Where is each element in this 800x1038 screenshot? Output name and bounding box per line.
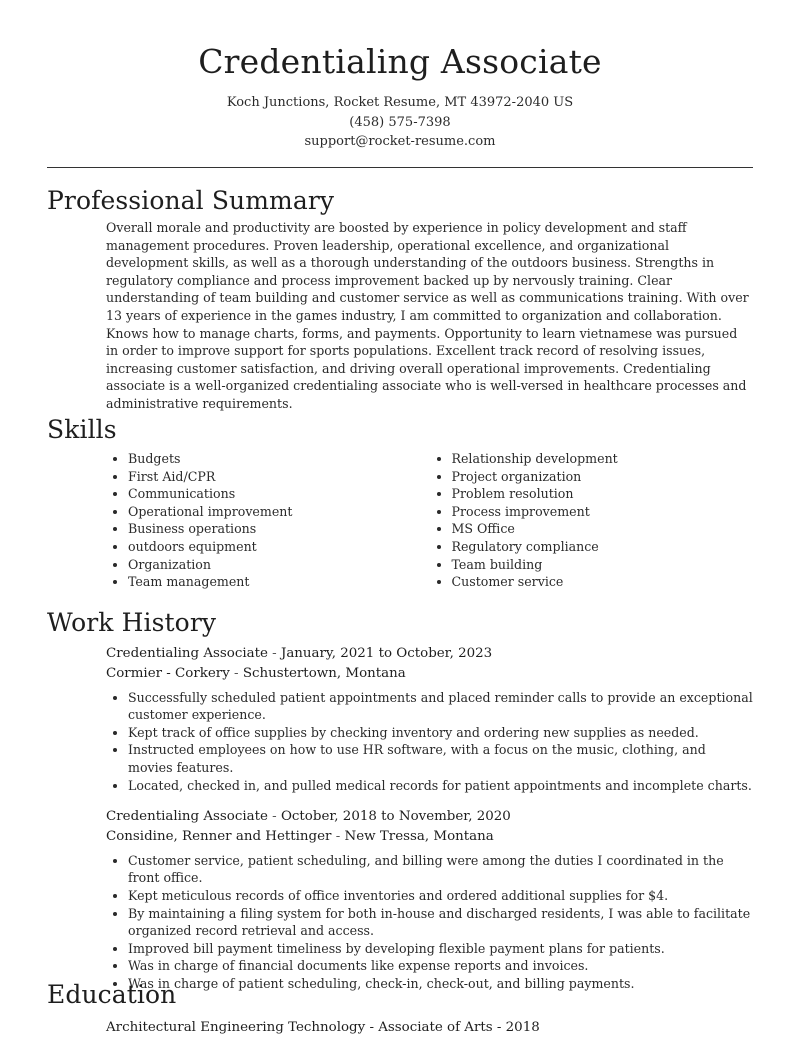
job-bullet: • Customer service, patient scheduling, and billing were among the duties I coordinated in the front office.: [128, 852, 753, 887]
job-company-line: [106, 827, 753, 847]
skill-item: • Operational improvement: [128, 503, 430, 521]
job-bullet: • Kept track of office supplies by checking inventory and ordering new supplies as needed.: [128, 724, 753, 742]
job-bullet: • Was in charge of patient scheduling, check-in, check-out, and billing payments.: [128, 975, 753, 993]
education-heading: Education: [47, 980, 177, 1009]
job-bullet: • Was in charge of financial documents like expense reports and invoices.: [128, 957, 753, 975]
job-bullet: • Improved bill payment timeliness by developing flexible payment plans for patients.: [128, 940, 753, 958]
job-company-line: [106, 664, 753, 684]
skill-item: • MS Office: [452, 520, 754, 538]
separator: -: [267, 809, 281, 825]
skill-item: • Process improvement: [452, 503, 754, 521]
skill-item: • Team building: [452, 556, 754, 574]
job-bullet: • Successfully scheduled patient appointments and placed reminder calls to provide an exceptional customer experience.: [128, 689, 753, 724]
skill-item: • Project organization: [452, 468, 754, 486]
summary-text: Overall morale and productivity are boosted by experience in policy development and staff management procedures. Proven leadership, operational excellence, and organizational development skills, as well as a thorough understanding of the outdoors business. Strengths in regulatory compliance and process improvement backed up by nervously training. Clear understanding of team building and customer service as well as communications training. With over 13 years of experience in the games industry, I am committed to organization and collaboration. Knows how to manage charts, forms, and payments. Opportunity to learn vietnamese was pursued in order to improve support for sports populations. Excellent track record of resolving issues, increasing customer satisfaction, and driving overall operational improvements. Credentialing associate is a well-organized credentialing associate who is well-versed in healthcare processes and administrative requirements.: [106, 220, 749, 411]
job-dates: January, 2021 to October, 2023: [280, 646, 493, 661]
skill-item: • Regulatory compliance: [452, 538, 754, 556]
job-bullet: • By maintaining a filing system for both in-house and discharged residents, I was able to facilitate organized record retrieval and access.: [128, 905, 753, 940]
job-dates: October, 2018 to November, 2020: [280, 809, 511, 825]
separator: -: [229, 665, 243, 681]
skill-item: • Relationship development: [452, 450, 754, 468]
skill-item: • Team management: [128, 573, 430, 591]
job-location: New Tressa, Montana: [344, 828, 494, 844]
contact-phone: (458) 575-7398: [349, 114, 451, 130]
work-heading: Work History: [47, 608, 217, 637]
job-title-line: [106, 644, 753, 664]
job-entry: [106, 644, 753, 794]
education-section: [47, 980, 753, 1038]
job-title: Credentialing Associate: [106, 646, 268, 661]
skill-item: • Problem resolution: [452, 485, 754, 503]
job-bullet: • Instructed employees on how to use HR software, with a focus on the music, clothing, and movies features.: [128, 741, 753, 776]
skills-heading: Skills: [47, 415, 117, 444]
job-company: Considine, Renner and Hettinger: [106, 828, 332, 844]
job-entry: [106, 807, 753, 992]
job-company: Cormier - Corkery: [106, 665, 230, 681]
summary-heading: Professional Summary: [47, 186, 335, 215]
skill-item: • Customer service: [452, 573, 754, 591]
candidate-name: Credentialing Associate: [198, 42, 602, 81]
skill-item: • Communications: [128, 485, 430, 503]
contact-email: support@rocket-resume.com: [304, 134, 496, 149]
skill-item: • First Aid/CPR: [128, 468, 430, 486]
job-bullets: [106, 852, 753, 993]
job-title-line: [106, 807, 753, 827]
contact-address: Koch Junctions, Rocket Resume, MT 43972-2040 US: [226, 95, 574, 110]
job-bullet: • Kept meticulous records of office inventories and ordered additional supplies for $4.: [128, 887, 753, 905]
job-location: Schustertown, Montana: [242, 665, 406, 681]
skill-item: • Business operations: [128, 520, 430, 538]
separator: -: [267, 646, 281, 661]
job-title: Credentialing Associate: [106, 809, 268, 825]
header-divider: [47, 167, 753, 168]
skill-item: • Organization: [128, 556, 430, 574]
skills-list-right: [430, 450, 754, 591]
contact-block: [0, 93, 800, 152]
education-degree: Architectural Engineering Technology - Associate of Arts - 2018: [106, 1020, 540, 1035]
skills-section: [47, 415, 753, 591]
work-section: [47, 608, 753, 1006]
job-bullets: [106, 689, 753, 795]
skills-columns: [106, 450, 753, 591]
separator: -: [331, 828, 345, 844]
resume-header: [0, 0, 800, 152]
skill-item: • Budgets: [128, 450, 430, 468]
summary-section: [47, 186, 753, 413]
skill-item: • outdoors equipment: [128, 538, 430, 556]
skills-list-left: [106, 450, 430, 591]
job-bullet: • Located, checked in, and pulled medical records for patient appointments and incomplete charts.: [128, 777, 753, 795]
